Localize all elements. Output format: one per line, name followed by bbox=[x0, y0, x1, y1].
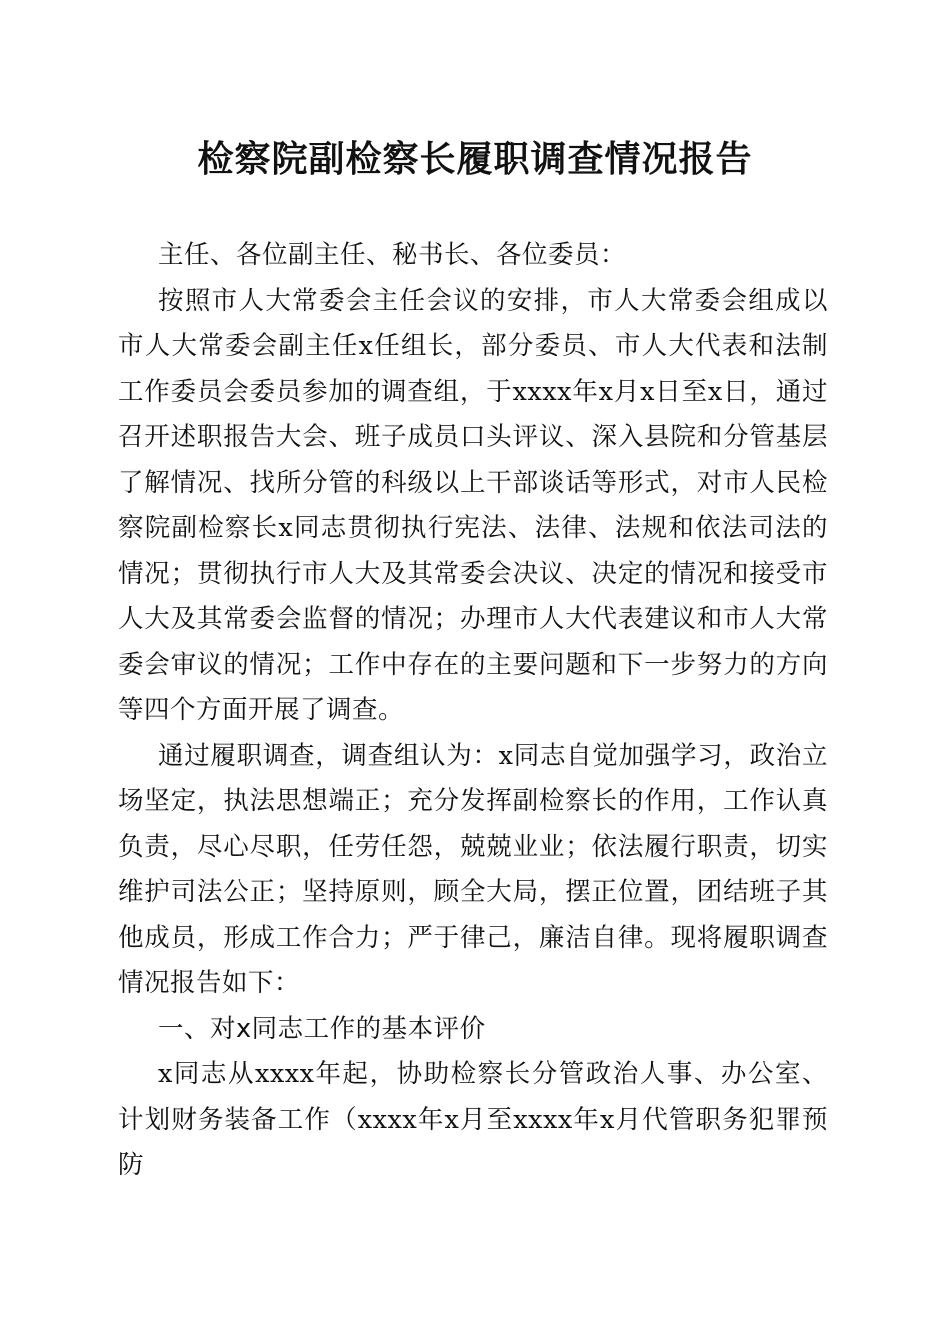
section-paragraph: x同志从xxxx年起，协助检察长分管政治人事、办公室、计划财务装备工作（xxxx年x月至xxxx年x月代管职务犯罪预防 bbox=[118, 1059, 828, 1180]
document-title: 检察院副检察长履职调查情况报告 bbox=[197, 138, 753, 180]
salutation: 主任、各位副主任、秘书长、各位委员： bbox=[158, 240, 627, 270]
paragraph-assessment: 通过履职调查，调查组认为：x同志自觉加强学习，政治立场坚定，执法思想端正；充分发挥副检察长的作用，工作认真负责，尽心尽职，任劳任怨，兢兢业业；依法履行职责，切实维护司法公正；坚持原则，顾全大局，摆正位置，团结班子其他成员，形成工作合力；严于律己，廉洁自律。现将履职调查情况报告如下： bbox=[118, 740, 828, 998]
paragraph-arrangement: 按照市人大常委会主任会议的安排，市人大常委会组成以市人大常委会副主任x任组长，部分委员、市人大代表和法制工作委员会委员参加的调查组，于xxxx年x月x日至x日，通过召开述职报告大会、班子成员口头评议、深入县院和分管基层了解情况、找所分管的科级以上干部谈话等形式，对市人民检察院副检察长x同志贯彻执行宪法、法律、法规和依法司法的情况；贯彻执行市人大及其常委会决议、决定的情况和接受市人大及其常委会监督的情况；办理市人大代表建议和市人大常委会审议的情况；工作中存在的主要问题和下一步努力的方向等四个方面开展了调查。 bbox=[118, 285, 828, 725]
document-body bbox=[118, 233, 828, 1189]
section-heading: 一、对x同志工作的基本评价 bbox=[158, 1013, 486, 1044]
